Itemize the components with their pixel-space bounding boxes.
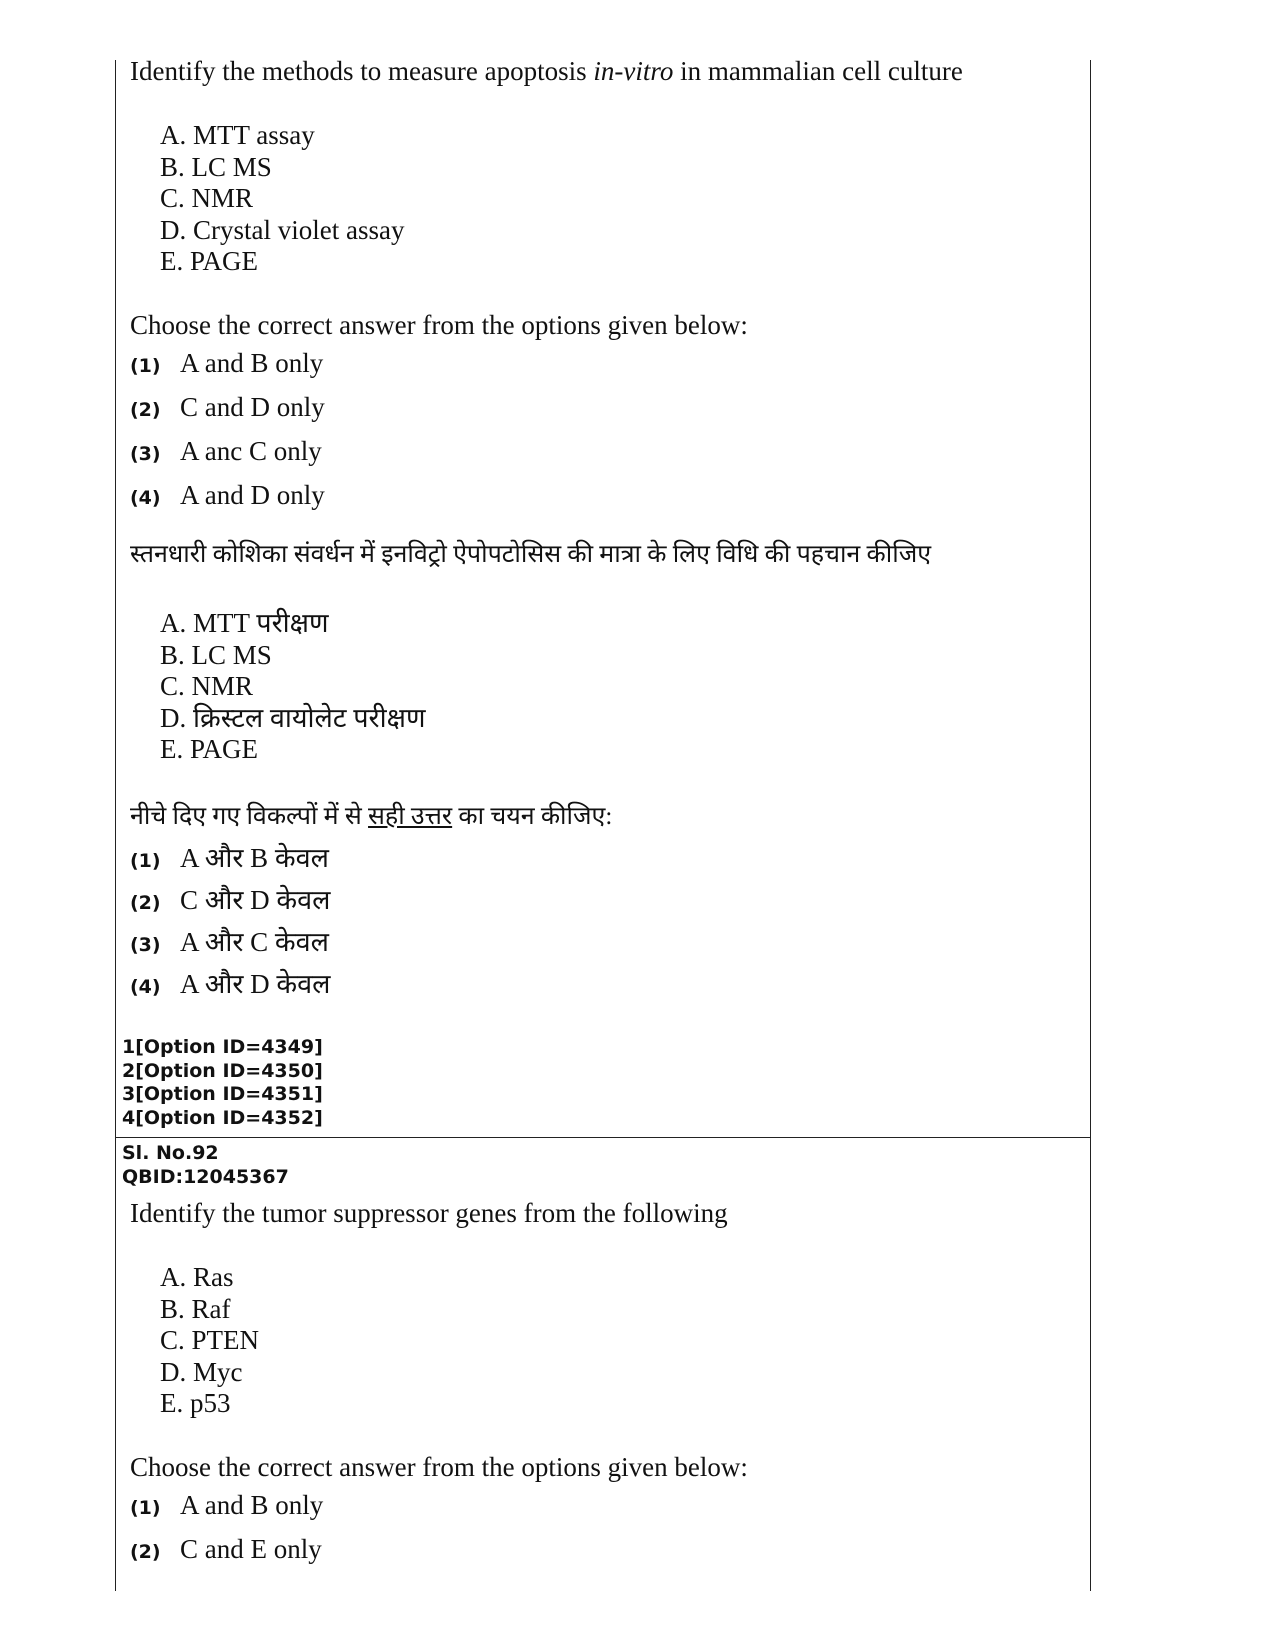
q91-question: Identify the methods to measure apoptosis in-vitro in mammalian cell culture — [130, 56, 963, 86]
answer-option[interactable]: (3) A और C केवल — [130, 926, 329, 957]
list-item: C. NMR — [160, 671, 254, 701]
q91-hindi-options — [130, 838, 1080, 1006]
q91-english — [130, 54, 1080, 524]
q91-hindi-question: स्तनधारी कोशिका संवर्धन में इनविट्रो ऐपोपटोसिस की मात्रा के लिए विधि की पहचान कीजिए — [130, 541, 932, 568]
answer-option[interactable]: (4) A and D only — [130, 479, 325, 510]
list-item: D. Crystal violet assay — [160, 214, 405, 245]
list-item: B. LC MS — [160, 639, 272, 670]
list-item: E. PAGE — [160, 734, 259, 764]
q91-choose-instruction: Choose the correct answer from the options given below: — [130, 309, 748, 340]
option-id: 1[Option ID=4349] — [122, 1036, 323, 1058]
option-id: 4[Option ID=4352] — [122, 1106, 323, 1129]
q92-items — [130, 1262, 1080, 1420]
list-item: C. NMR — [160, 183, 254, 213]
option-id: 3[Option ID=4351] — [122, 1083, 323, 1105]
answer-option[interactable]: (3) A anc C only — [130, 435, 322, 466]
q91-hindi-choose-instruction: नीचे दिए गए विकल्पों में से सही उत्तर का चयन कीजिए: — [130, 802, 613, 830]
list-item: A. Ras — [160, 1262, 234, 1292]
list-item: A. MTT assay — [160, 120, 315, 150]
option-id: 2[Option ID=4350] — [122, 1059, 323, 1082]
question-divider — [115, 1137, 1091, 1138]
list-item: E. PAGE — [160, 246, 259, 276]
serial-number: Sl. No.92 — [122, 1142, 219, 1164]
list-item: E. p53 — [160, 1388, 231, 1418]
answer-option[interactable]: (2) C and E only — [130, 1533, 322, 1564]
q92-english — [130, 1196, 1080, 1578]
answer-option[interactable]: (2) C and D only — [130, 391, 325, 422]
q91-hindi — [130, 538, 1080, 1006]
answer-option[interactable]: (1) A and B only — [130, 1489, 324, 1520]
q91-items — [130, 120, 1080, 278]
list-item: D. क्रिस्टल वायोलेट परीक्षण — [160, 702, 426, 733]
answer-option[interactable]: (4) A और D केवल — [130, 968, 331, 999]
list-item: B. LC MS — [160, 151, 272, 182]
list-item: B. Raf — [160, 1293, 231, 1324]
q92-choose-instruction: Choose the correct answer from the options given below: — [130, 1451, 748, 1482]
q92-question: Identify the tumor suppressor genes from the following — [130, 1198, 728, 1228]
q92-options — [130, 1490, 1080, 1578]
q91-hindi-items — [130, 608, 1080, 766]
answer-option[interactable]: (1) A और B केवल — [130, 842, 329, 873]
answer-option[interactable]: (1) A and B only — [130, 347, 324, 378]
q91-options — [130, 348, 1080, 524]
answer-option[interactable]: (2) C और D केवल — [130, 884, 331, 915]
right-border — [1090, 60, 1091, 1591]
list-item: D. Myc — [160, 1356, 243, 1387]
left-border — [115, 60, 116, 1591]
q91-option-ids — [122, 1036, 323, 1130]
list-item: A. MTT परीक्षण — [160, 608, 329, 638]
qbid: QBID:12045367 — [122, 1165, 289, 1188]
q92-header — [122, 1142, 289, 1189]
list-item: C. PTEN — [160, 1325, 260, 1355]
